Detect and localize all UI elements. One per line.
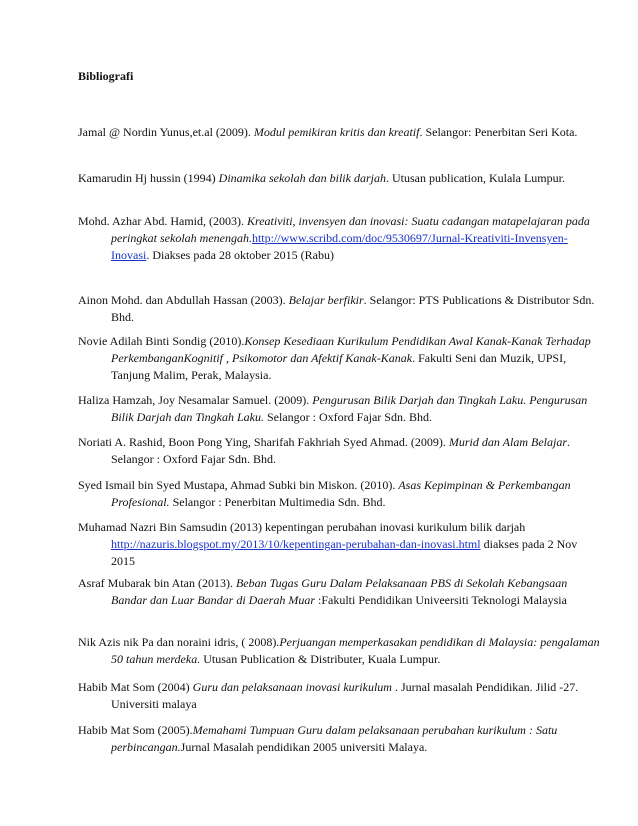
reference-title: Memahami Tumpuan Guru dalam pelaksanaan perubahan kurikulum : Satu perbincangan. — [111, 723, 558, 754]
page-title: Bibliografi — [78, 69, 134, 83]
reference-entry — [78, 477, 601, 511]
reference-text: . Selangor: PTS Publications & Distributor Sdn. Bhd. — [111, 293, 595, 324]
reference-entry — [78, 213, 601, 264]
reference-entry — [78, 392, 601, 426]
reference-text: . Utusan publication, Kulala Lumpur. — [385, 171, 565, 185]
reference-text: Utusan Publication & Distributer, Kuala Lumpur. — [200, 652, 441, 666]
reference-text: Mohd. Azhar Abd. Hamid, (2003). — [78, 214, 247, 228]
reference-entry — [78, 519, 601, 570]
reference-text: Habib Mat Som (2004) — [78, 680, 193, 694]
reference-title: Beban Tugas Guru Dalam Pelaksanaan PBS di Sekolah Kebangsaan Bandar dan Luar Bandar di Daerah Muar — [111, 576, 568, 607]
reference-text: Syed Ismail bin Syed Mustapa, Ahmad Subki bin Miskon. (2010). — [78, 478, 399, 492]
reference-title: Murid dan Alam Belajar — [448, 435, 567, 449]
reference-text: Ainon Mohd. dan Abdullah Hassan (2003). — [78, 293, 289, 307]
reference-title: Perjuangan memperkasakan pendidikan di Malaysia: pengalaman 50 tahun merdeka. — [111, 635, 600, 666]
reference-title: Konsep Kesediaan Kurikulum Pendidikan Awal Kanak-Kanak Terhadap PerkembanganKognitif , Psikomotor dan Afektif Kanak-Kanak — [111, 334, 591, 365]
reference-text: Selangor : Oxford Fajar Sdn. Bhd. — [264, 410, 432, 424]
reference-entry — [78, 292, 601, 326]
reference-title: Belajar berfikir — [288, 293, 364, 307]
reference-text: :Fakulti Pendidikan Univeersiti Teknologi Malaysia — [315, 593, 567, 607]
reference-entry — [78, 333, 601, 384]
reference-title: Kreativiti, invensyen dan inovasi: Suatu cadangan matapelajaran pada peringkat sekolah menengah. — [111, 214, 590, 245]
reference-title: Modul pemikiran kritis dan kreatif — [253, 125, 420, 139]
reference-text: Haliza Hamzah, Joy Nesamalar Samuel. (2009). — [78, 393, 313, 407]
reference-title: Pengurusan Bilik Darjah dan Tingkah Laku. Pengurusan Bilik Darjah dan Tingkah Laku. — [111, 393, 588, 424]
reference-title: Asas Kepimpinan & Perkembangan Profesional. — [111, 478, 571, 509]
reference-entry — [78, 170, 601, 187]
reference-text: Habib Mat Som (2005). — [78, 723, 193, 737]
reference-text: . Selangor : Oxford Fajar Sdn. Bhd. — [111, 435, 570, 466]
reference-text: diakses pada 2 Nov 2015 — [111, 537, 578, 568]
reference-entry — [78, 124, 601, 141]
reference-entry — [78, 575, 601, 609]
reference-entry — [78, 434, 601, 468]
reference-text: Selangor : Penerbitan Multimedia Sdn. Bhd. — [169, 495, 386, 509]
reference-text: Nik Azis nik Pa dan noraini idris, ( 2008). — [78, 635, 280, 649]
reference-title: Dinamika sekolah dan bilik darjah — [218, 171, 386, 185]
reference-text: Jamal @ Nordin Yunus,et.al (2009). — [78, 125, 254, 139]
reference-text: . Selangor: Penerbitan Seri Kota. — [419, 125, 578, 139]
reference-title: Guru dan pelaksanaan inovasi kurikulum — [192, 680, 392, 694]
reference-entry — [78, 634, 601, 668]
reference-text: . Diakses pada 28 oktober 2015 (Rabu) — [146, 248, 334, 262]
reference-text: . Jurnal masalah Pendidikan. Jilid -27. Universiti malaya — [111, 680, 579, 711]
reference-text: Muhamad Nazri Bin Samsudin (2013) kepentingan perubahan inovasi kurikulum bilik darjah — [78, 520, 526, 534]
reference-link[interactable]: http://www.scribd.com/doc/9530697/Jurnal-Kreativiti-Invensyen-Inovasi — [111, 231, 568, 262]
reference-link[interactable]: http://nazuris.blogspot.my/2013/10/kepentingan-perubahan-dan-inovasi.html — [111, 537, 481, 551]
reference-text: Asraf Mubarak bin Atan (2013). — [78, 576, 236, 590]
reference-text: . Fakulti Seni dan Muzik, UPSI, Tanjung Malim, Perak, Malaysia. — [111, 351, 567, 382]
reference-text: Novie Adilah Binti Sondig (2010). — [78, 334, 245, 348]
reference-text: Kamarudin Hj hussin (1994) — [78, 171, 219, 185]
reference-text: Noriati A. Rashid, Boon Pong Ying, Sharifah Fakhriah Syed Ahmad. (2009). — [78, 435, 449, 449]
reference-entry — [78, 679, 601, 713]
reference-entry — [78, 722, 601, 756]
reference-text: Jurnal Masalah pendidikan 2005 universiti Malaya. — [180, 740, 428, 754]
